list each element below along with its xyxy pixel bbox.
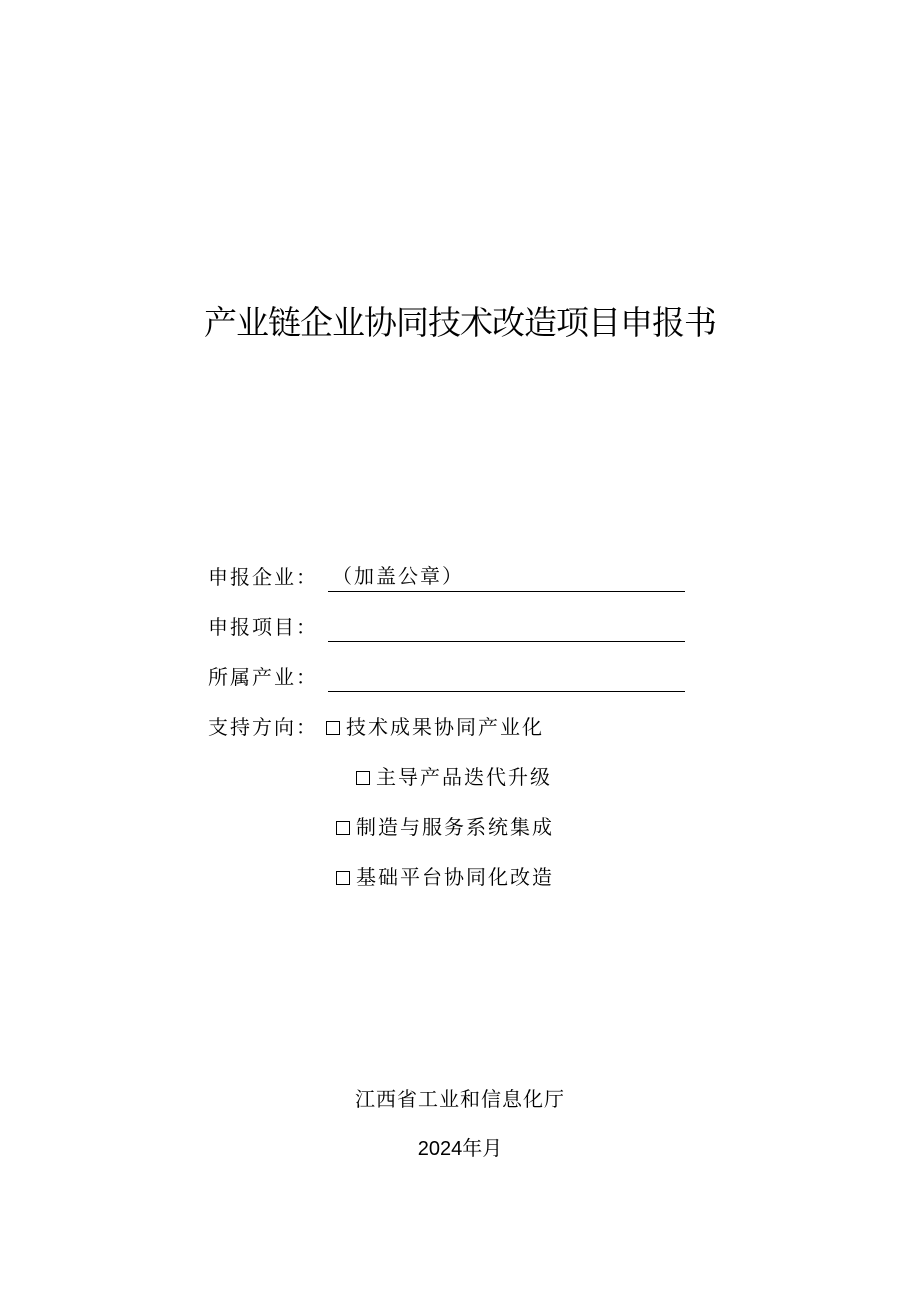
option-tech-industrialization[interactable] [326,713,544,741]
stamp-note: （加盖公章） [332,564,464,588]
checkbox-icon[interactable] [326,721,340,735]
field-support-direction [208,713,318,741]
applicant-company-blank[interactable] [328,563,685,592]
option-label: 基础平台协同化改造 [356,865,554,889]
applicant-project-blank[interactable] [328,613,685,642]
option-label: 制造与服务系统集成 [356,815,554,839]
option-platform-collaboration[interactable] [336,863,554,891]
field-applicant-project [208,613,318,641]
option-label: 主导产品迭代升级 [376,765,552,789]
checkbox-icon[interactable] [336,871,350,885]
issuer: 江西省工业和信息化厅 [355,1087,565,1111]
document-title: 产业链企业协同技术改造项目申报书 [204,303,716,342]
issue-date: 2024年月 [417,1138,503,1160]
option-manufacturing-service[interactable] [336,813,554,841]
field-industry [208,663,318,691]
option-product-upgrade[interactable] [356,763,552,791]
field-label: 申报项目： [208,615,318,639]
option-label: 技术成果协同产业化 [346,715,544,739]
checkbox-icon[interactable] [336,821,350,835]
industry-blank[interactable] [328,663,685,692]
field-applicant-company [208,563,318,591]
field-label: 所属产业： [208,665,318,689]
checkbox-icon[interactable] [356,771,370,785]
field-label: 支持方向： [208,715,318,739]
field-label: 申报企业： [208,565,318,589]
